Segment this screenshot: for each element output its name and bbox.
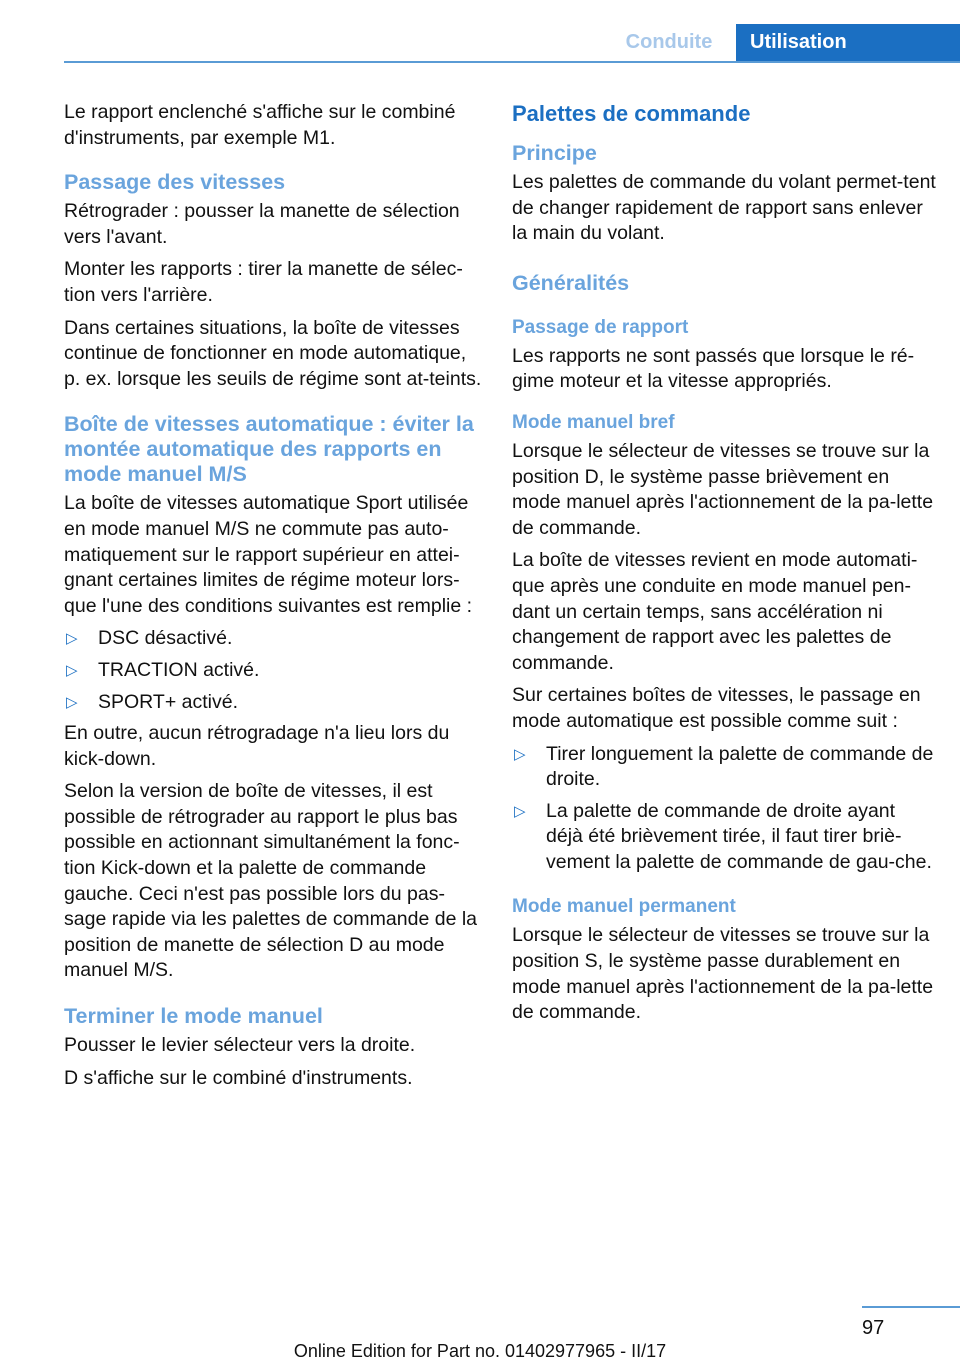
paragraph-kickdown: En outre, aucun rétrogradage n'a lieu lors du kick-down. <box>64 722 450 770</box>
heading-palettes: Palettes de commande <box>512 101 751 126</box>
heading-boite-automatique: Boîte de vitesses automatique : éviter la montée automatique des rapports en mode manuel M/S <box>64 412 474 487</box>
paragraph-selon-version: Selon la version de boîte de vitesses, il est possible de rétrograder au rapport le plus bas possible en actionnant simultanément la fonc‐tion Kick-down et la palette de commande gauche. Ceci n'est pas possible lors du pas‐sage rapide via les palettes de commande de la position de manette de sélection D au mode manuel M/S. <box>64 780 478 982</box>
heading-principe: Principe <box>512 141 597 165</box>
list-item: ▷ DSC désactivé. <box>64 626 484 652</box>
left-column <box>64 100 484 1098</box>
paragraph-bref-2: La boîte de vitesses revient en mode automati‐que après une conduite en mode manuel pen‐dant un certain temps, sans accélération ni changement de rapport avec les palettes de commande. <box>512 549 918 674</box>
heading-passage-vitesses: Passage des vitesses <box>64 170 286 195</box>
heading-generalites: Généralités <box>512 270 630 295</box>
paragraph-monter: Monter les rapports : tirer la manette de sélec‐tion vers l'arrière. <box>64 258 463 306</box>
triangle-right-icon: ▷ <box>514 802 526 820</box>
paragraph-permanent: Lorsque le sélecteur de vitesses se trouve sur la position S, le système passe durablement en mode manuel après l'actionnement de la pa‐lette de commande. <box>512 924 934 1024</box>
list-item: ▷ La palette de commande de droite ayant déjà été brièvement tirée, il faut tirer briè‐vement la palette de commande de gau‐che. <box>514 799 932 873</box>
automatic-mode-list <box>512 742 937 876</box>
list-item: ▷ Tirer longuement la palette de commande de droite. <box>514 742 934 791</box>
heading-terminer-manuel: Terminer le mode manuel <box>64 1004 323 1029</box>
paragraph-bref-1: Lorsque le sélecteur de vitesses se trouve sur la position D, le système passe brièvement en mode manuel après l'actionnement de la pa‐lette de commande. <box>512 439 934 539</box>
heading-mode-manuel-bref: Mode manuel bref <box>512 411 675 433</box>
paragraph-pousser: Pousser le levier sélecteur vers la droite. <box>64 1034 416 1057</box>
footer-divider <box>862 1306 960 1308</box>
heading-mode-manuel-permanent: Mode manuel permanent <box>512 896 736 918</box>
triangle-right-icon: ▷ <box>66 661 78 679</box>
conditions-list <box>64 626 484 715</box>
triangle-right-icon: ▷ <box>66 630 78 648</box>
paragraph-situations: Dans certaines situations, la boîte de vitesses continue de fonctionner en mode automatique, p. ex. lorsque les seuils de régime sont at‐teints. <box>64 316 482 390</box>
paragraph-d-affiche: D s'affiche sur le combiné d'instruments. <box>64 1066 413 1089</box>
list-item: ▷ TRACTION activé. <box>64 658 484 684</box>
list-item: ▷ SPORT+ activé. <box>64 690 484 716</box>
footer-edition: Online Edition for Part no. 01402977965 - II/17 <box>293 1341 667 1361</box>
tab-utilisation[interactable]: Utilisation <box>736 24 960 61</box>
triangle-right-icon: ▷ <box>66 693 78 711</box>
paragraph-boite-sport: La boîte de vitesses automatique Sport utilisée en mode manuel M/S ne commute pas auto‐matiquement sur le rapport supérieur en attei‐gnant certaines limites de régime moteur lors‐que l'une des conditions suivantes est remplie : <box>64 492 473 617</box>
triangle-right-icon: ▷ <box>514 745 526 763</box>
header-divider <box>64 61 960 63</box>
heading-passage-rapport: Passage de rapport <box>512 316 689 338</box>
paragraph-passage-rapport: Les rapports ne sont passés que lorsque le ré‐gime moteur et la vitesse appropriés. <box>512 344 915 393</box>
page-number: 97 <box>862 1317 885 1339</box>
tab-conduite[interactable]: Conduite <box>625 31 713 53</box>
intro-paragraph: Le rapport enclenché s'affiche sur le combiné d'instruments, par exemple M1. <box>64 101 456 149</box>
paragraph-retrograder: Rétrograder : pousser la manette de sélection vers l'avant. <box>64 200 460 248</box>
right-column <box>512 100 937 1033</box>
paragraph-principe: Les palettes de commande du volant permet‐tent de changer rapidement de rapport sans enlever la main du volant. <box>512 171 936 245</box>
paragraph-bref-3: Sur certaines boîtes de vitesses, le passage en mode automatique est possible comme suit : <box>512 684 921 732</box>
